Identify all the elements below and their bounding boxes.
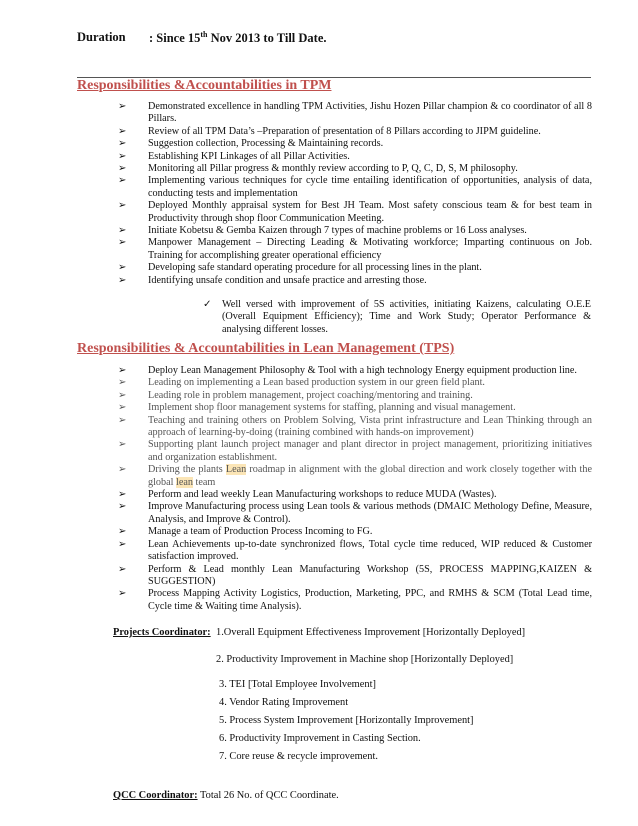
check-item: ✓ Well versed with improvement of 5S activities, initiating Kaizens, calculating O.E.E (Overall Equipment Efficiency); Time and Work Study; Operator Performance & analysing different losses.	[203, 299, 591, 336]
list-item: ➢ Improve Manufacturing process using Lean tools & various methods (DMAIC Methology Define, Measure, Analysis, and Improve & Control).	[118, 501, 592, 526]
lean-bullet-list	[118, 365, 592, 613]
project-item: 4. Vendor Rating Improvement	[219, 697, 349, 708]
list-item-driving: ➢ Driving the plants Lean roadmap in alignment with the global direction and work closely together with the global lean team	[118, 464, 592, 489]
project-item: 2. Productivity Improvement in Machine shop [Horizontally Deployed]	[216, 654, 514, 665]
list-item: ➢ Perform & Lead monthly Lean Manufacturing Workshop (5S, PROCESS MAPPING,KAIZEN & SUGGESTION)	[118, 564, 592, 589]
qcc-value: Total 26 No. of QCC Coordinate.	[200, 790, 339, 801]
list-item: ➢ Manage a team of Production Process Incoming to FG.	[118, 526, 592, 538]
highlight-lean: Lean	[225, 464, 247, 476]
project-item: 1.Overall Equipment Effectiveness Improvement [Horizontally Deployed]	[216, 627, 526, 638]
list-item: ➢ Supporting plant launch project manager and plant director in project management, prioritizing initiatives and organization establishment.	[118, 439, 592, 464]
tpm-heading: Responsibilities &Accountabilities in TPM	[77, 78, 332, 93]
project-item: 7. Core reuse & recycle improvement.	[219, 751, 378, 762]
list-item: ➢ Establishing KPI Linkages of all Pillar Activities.	[118, 151, 592, 163]
list-item: ➢ Teaching and training others on Problem Solving, Vista print infrastructure and Lean Thinking through an approach of learning-by-doing (training combined with hands-on improvement)	[118, 415, 592, 440]
project-item: 5. Process System Improvement [Horizontally Improvement]	[219, 715, 474, 726]
list-item: ➢ Demonstrated excellence in handling TPM Activities, Jishu Hozen Pillar champion & co coordinator of all 8 Pillars.	[118, 101, 592, 126]
list-item: ➢ Identifying unsafe condition and unsafe practice and arresting those.	[118, 275, 592, 287]
list-item: ➢ Suggestion collection, Processing & Maintaining records.	[118, 138, 592, 150]
list-item: ➢ Implement shop floor management systems for staffing, planning and visual management.	[118, 402, 592, 414]
tpm-check-list	[203, 299, 591, 336]
lean-heading: Responsibilities & Accountabilities in Lean Management (TPS)	[77, 341, 455, 356]
tpm-bullet-list	[118, 101, 592, 287]
duration-value: : Since 15th Nov 2013 to Till Date.	[149, 30, 327, 46]
list-item: ➢ Monitoring all Pillar progress & monthly review according to P, Q, C, D, S, M philosophy.	[118, 163, 592, 175]
highlight-lean: lean	[176, 476, 193, 488]
project-item: 6. Productivity Improvement in Casting Section.	[219, 733, 421, 744]
list-item: ➢ Deployed Monthly appraisal system for Best JH Team. Most safety conscious team & for best team in Productivity through shop floor Communication Meeting.	[118, 200, 592, 225]
list-item: ➢ Process Mapping Activity Logistics, Production, Marketing, PPC, and RMHS & SCM (Total Lead time, Cycle time & Waiting time Analysis).	[118, 588, 592, 613]
list-item: ➢ Leading on implementing a Lean based production system in our green field plant.	[118, 377, 592, 389]
list-item: ➢ Implementing various techniques for cycle time entailing identification of opportunities, analysis of data, conducting tests and implementation	[118, 175, 592, 200]
list-item: ➢ Initiate Kobetsu & Gemba Kaizen through 7 types of machine problems or 16 Loss analyses.	[118, 225, 592, 237]
list-item: ➢ Manpower Management – Directing Leading & Motivating workforce; Imparting continuous on Job. Training for accomplishing greater operational efficiency	[118, 237, 592, 262]
list-item: ➢ Perform and lead weekly Lean Manufacturing workshops to reduce MUDA (Wastes).	[118, 489, 592, 501]
projects-label: Projects Coordinator:	[113, 627, 211, 638]
duration-line	[77, 30, 327, 46]
project-item: 3. TEI [Total Employee Involvement]	[219, 679, 376, 690]
list-item: ➢ Lean Achievements up-to-date synchronized flows, Total cycle time reduced, WIP reduced & Customer satisfaction improved.	[118, 539, 592, 564]
qcc-label: QCC Coordinator:	[113, 790, 198, 801]
list-item: ➢ Deploy Lean Management Philosophy & Tool with a high technology Energy equipment production line.	[118, 365, 592, 377]
list-item: ➢ Developing safe standard operating procedure for all processing lines in the plant.	[118, 262, 592, 274]
list-item: ➢ Leading role in problem management, project coaching/mentoring and training.	[118, 390, 592, 402]
duration-label: Duration	[77, 30, 126, 44]
list-item: ➢ Review of all TPM Data’s –Preparation of presentation of 8 Pillars according to JIPM guideline.	[118, 126, 592, 138]
